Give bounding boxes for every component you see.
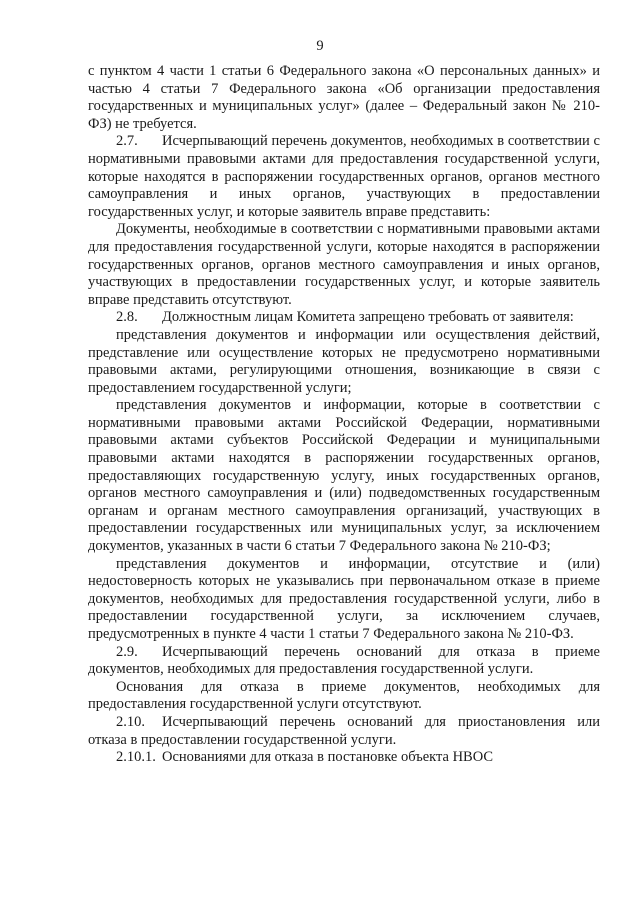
paragraph-text: Основания для отказа в приеме документов, необходимых для предоставления государственной услуги отсутствуют. bbox=[88, 678, 600, 713]
paragraph-text: представления документов и информации или осуществления действий, представление или осуществление которых не предусмотрено нормативными правовыми актами, регулирующими отношения, возникающие в связи с предоставлением государственной услуги; bbox=[88, 326, 600, 396]
clause-number: 2.10.1. bbox=[116, 749, 156, 766]
paragraph bbox=[88, 679, 600, 714]
paragraph-text: Исчерпывающий перечень документов, необходимых в соответствии с нормативными правовыми актами для предоставления государственной услуги, которые находятся в распоряжении государственных органов, органов местного самоуправления и иных органов, участвующих в предоставлении государственных услуг, и которые заявитель вправе представить: bbox=[88, 133, 600, 220]
paragraph-text: Должностным лицам Комитета запрещено требовать от заявителя: bbox=[162, 309, 574, 326]
clause-number: 2.8. bbox=[116, 309, 138, 326]
paragraph bbox=[88, 644, 600, 679]
paragraph-text: Исчерпывающий перечень оснований для отказа в приеме документов, необходимых для предоставления государственной услуги. bbox=[88, 643, 600, 678]
paragraph-text: Исчерпывающий перечень оснований для приостановления или отказа в предоставлении государственной услуги. bbox=[88, 713, 600, 748]
paragraph bbox=[88, 221, 600, 309]
paragraph bbox=[88, 556, 600, 644]
paragraph-text: Основаниями для отказа в постановке объекта НВОС bbox=[162, 749, 494, 766]
paragraph bbox=[88, 63, 600, 133]
clause-number: 2.7. bbox=[116, 133, 138, 150]
paragraph-text: с пунктом 4 части 1 статьи 6 Федерального закона «О персональных данных» и частью 4 статьи 7 Федерального закона «Об организации предоставления государственных и муниципальных услуг» (далее – Федеральный закон № 210-ФЗ) не требуется. bbox=[88, 63, 600, 132]
clause-number: 2.10. bbox=[116, 713, 145, 730]
paragraph-text: представления документов и информации, отсутствие и (или) недостоверность которых не указывались при первоначальном отказе в приеме документов, необходимых для предоставления государственной услуги, либо в предоставлении государственной услуги, за исключением случаев, предусмотренных в пункте 4 части 1 статьи 7 Федерального закона № 210-ФЗ. bbox=[88, 555, 600, 642]
paragraph-text: представления документов и информации, которые в соответствии с нормативными правовыми актами Российской Федерации, нормативными правовыми актами субъектов Российской Федерации и муниципальными правовыми актами находятся в распоряжении государственных органов, предоставляющих государственную услугу, иных государственных органов, органов местного самоуправления и (или) подведомственных государственным органам и органам местного самоуправления организаций, участвующих в предоставлении государственных или муниципальных услуг, за исключением документов, указанных в части 6 статьи 7 Федерального закона № 210-ФЗ; bbox=[88, 397, 600, 555]
paragraph bbox=[88, 749, 600, 767]
clause-number: 2.9. bbox=[116, 643, 138, 660]
document-body bbox=[88, 63, 600, 767]
paragraph bbox=[88, 397, 600, 555]
paragraph bbox=[88, 133, 600, 221]
page-number: 9 bbox=[316, 38, 324, 54]
paragraph bbox=[88, 309, 600, 327]
paragraph bbox=[88, 327, 600, 397]
paragraph-text: Документы, необходимые в соответствии с нормативными правовыми актами для предоставления государственной услуги, которые находятся в распоряжении государственных органов, органов местного самоуправления и иных органов, участвующих в предоставлении государственных услуг, и которые заявитель вправе представить отсутствуют. bbox=[88, 221, 600, 308]
paragraph bbox=[88, 714, 600, 749]
